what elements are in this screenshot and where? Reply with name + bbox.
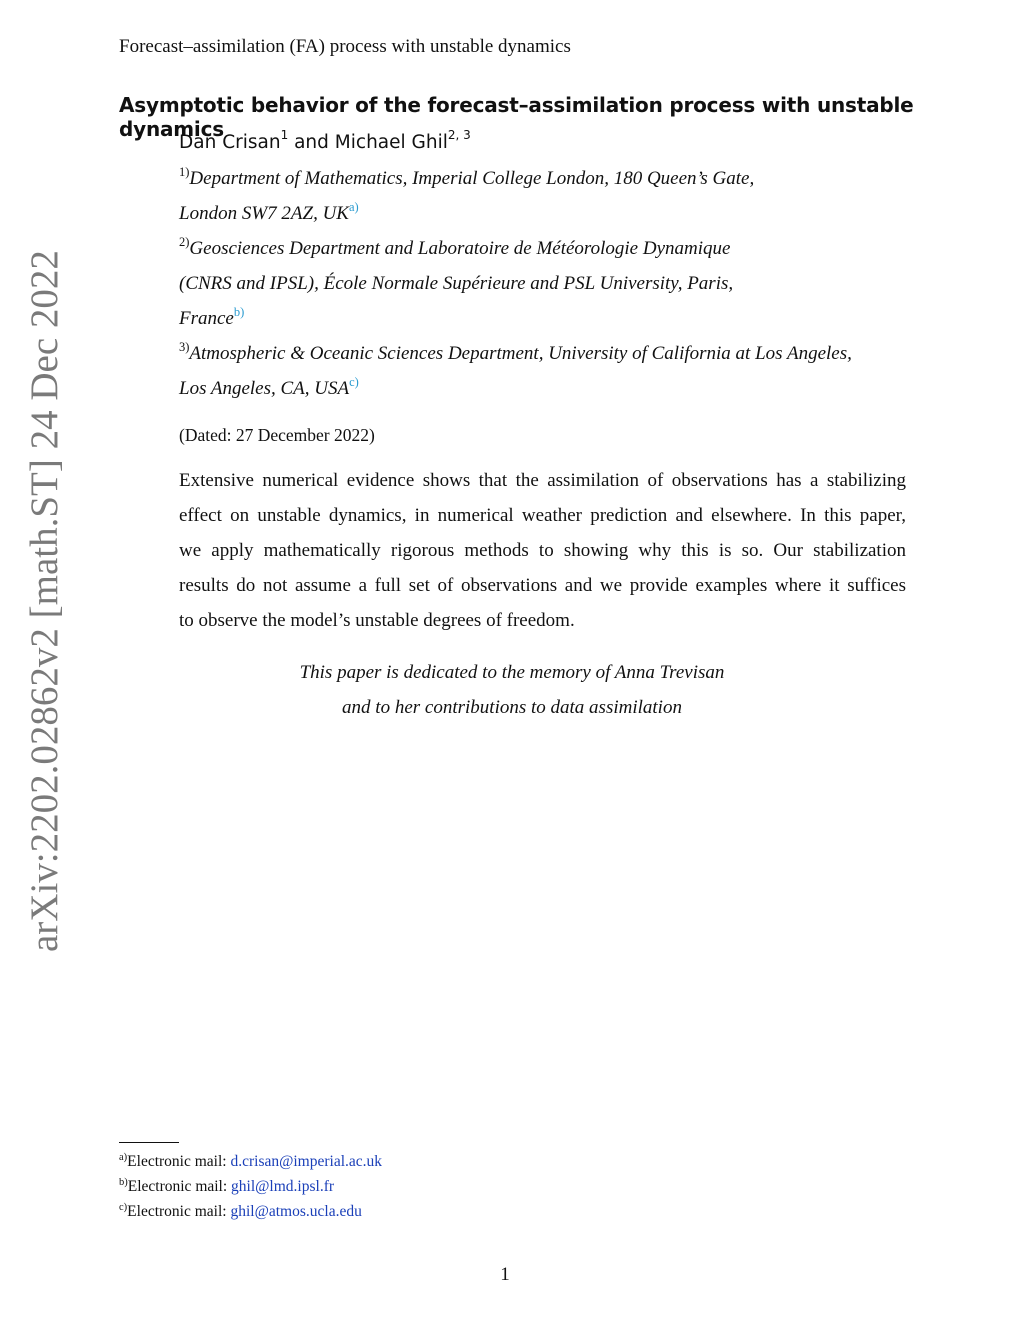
dedication-line: This paper is dedicated to the memory of Anna Trevisan	[299, 662, 725, 683]
abstract-line: Extensive numerical evidence shows that the assimilation of observations has a stabilizing	[179, 470, 906, 491]
affiliation-ref: 1	[280, 127, 289, 142]
author-list	[179, 127, 471, 153]
affiliation-line	[179, 199, 359, 225]
affiliation-number: 2)	[179, 234, 190, 249]
affiliation-ref: 2, 3	[447, 127, 471, 142]
affiliation-line	[179, 374, 359, 400]
running-head: Forecast–assimilation (FA) process with unstable dynamics	[119, 36, 571, 57]
affiliation-text: Geosciences Department and Laboratoire de Météorologie Dynamique	[189, 238, 731, 259]
affiliation-line	[179, 164, 755, 190]
affiliation-text: (CNRS and IPSL), École Normale Supérieure and PSL University, Paris,	[179, 273, 734, 294]
footnote-link[interactable]: c)	[349, 374, 359, 389]
date-line: (Dated: 27 December 2022)	[179, 425, 375, 445]
footnote	[119, 1178, 334, 1196]
affiliation-text: France	[179, 308, 234, 329]
affiliation-line	[179, 234, 731, 260]
page-number: 1	[500, 1264, 510, 1285]
affiliation-number: 3)	[179, 339, 190, 354]
abstract-line: we apply mathematically rigorous methods to showing why this is so. Our stabilization	[179, 540, 906, 561]
footnote-link[interactable]: a)	[348, 199, 359, 214]
affiliation-text: Los Angeles, CA, USA	[179, 378, 350, 399]
author-conjunction: and	[294, 132, 329, 153]
affiliation-text: London SW7 2AZ, UK	[179, 203, 349, 224]
abstract-line: effect on unstable dynamics, in numerical weather prediction and elsewhere. In this paper,	[179, 505, 906, 526]
affiliation-number: 1)	[179, 164, 190, 179]
abstract-line: results do not assume a full set of observations and we provide examples where it suffices	[179, 575, 906, 596]
author-name: Dan Crisan	[179, 132, 281, 153]
email-link[interactable]: ghil@atmos.ucla.edu	[230, 1203, 362, 1220]
abstract	[179, 463, 906, 638]
paper-title: Asymptotic behavior of the forecast–assimilation process with unstable dynamics	[119, 93, 914, 141]
footnote-label: Electronic mail:	[127, 1203, 227, 1220]
footnote-label: Electronic mail:	[127, 1178, 228, 1195]
dedication-line: and to her contributions to data assimilation	[342, 697, 682, 718]
affiliation-line	[179, 304, 245, 330]
author-name: Michael Ghil	[334, 132, 448, 153]
footnote-label: Electronic mail:	[127, 1153, 227, 1170]
footnote-link[interactable]: b)	[233, 304, 245, 319]
affiliation-line	[179, 273, 733, 295]
footnote	[119, 1153, 382, 1171]
abstract-line: to observe the model’s unstable degrees of freedom.	[179, 610, 575, 631]
footnote-mark: b)	[119, 1176, 128, 1188]
email-link[interactable]: d.crisan@imperial.ac.uk	[230, 1153, 383, 1170]
arxiv-stamp: arXiv:2202.02862v2 [math.ST] 24 Dec 2022	[23, 250, 66, 952]
footnote	[119, 1203, 362, 1221]
affiliation-text: Atmospheric & Oceanic Sciences Department, University of California at Los Angeles,	[189, 343, 852, 364]
affiliation-text: Department of Mathematics, Imperial College London, 180 Queen’s Gate,	[189, 168, 755, 189]
footnote-mark: a)	[119, 1151, 128, 1163]
email-link[interactable]: ghil@lmd.ipsl.fr	[231, 1178, 335, 1195]
footnote-rule	[119, 1142, 179, 1143]
footnote-mark: c)	[119, 1201, 128, 1213]
affiliation-line	[179, 339, 852, 365]
